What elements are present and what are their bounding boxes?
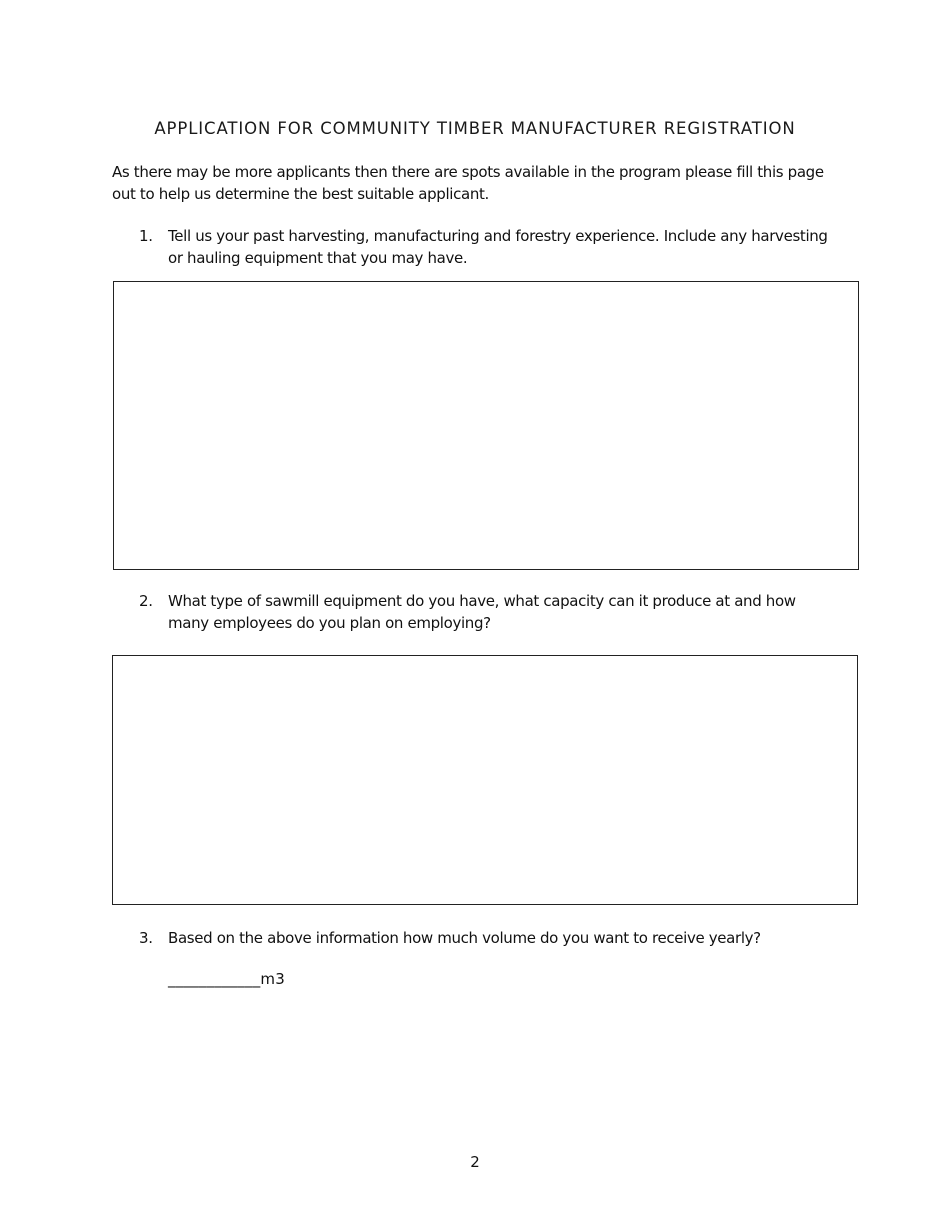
intro-paragraph: As there may be more applicants then there are spots available in the program please fill this page out to help us determine the best suitable applicant. <box>112 163 824 203</box>
volume-field[interactable] <box>168 970 285 988</box>
answer-box-1[interactable] <box>113 281 859 570</box>
page-title: APPLICATION FOR COMMUNITY TIMBER MANUFACTURER REGISTRATION <box>154 119 796 138</box>
page-number: 2 <box>470 1153 480 1171</box>
question-text: Tell us your past harvesting, manufacturing and forestry experience. Include any harvesting or hauling equipment that you may have. <box>168 227 828 267</box>
volume-blank[interactable]: ____________ <box>168 970 261 988</box>
answer-box-2[interactable] <box>112 655 858 905</box>
question-2 <box>139 590 839 634</box>
question-1 <box>139 225 839 269</box>
volume-unit: m3 <box>260 970 285 988</box>
question-3 <box>139 927 839 949</box>
question-number: 3. <box>139 929 153 947</box>
question-number: 1. <box>139 227 153 245</box>
question-number: 2. <box>139 592 153 610</box>
question-text: Based on the above information how much volume do you want to receive yearly? <box>168 929 761 947</box>
question-text: What type of sawmill equipment do you have, what capacity can it produce at and how many employees do you plan on employing? <box>168 592 796 632</box>
